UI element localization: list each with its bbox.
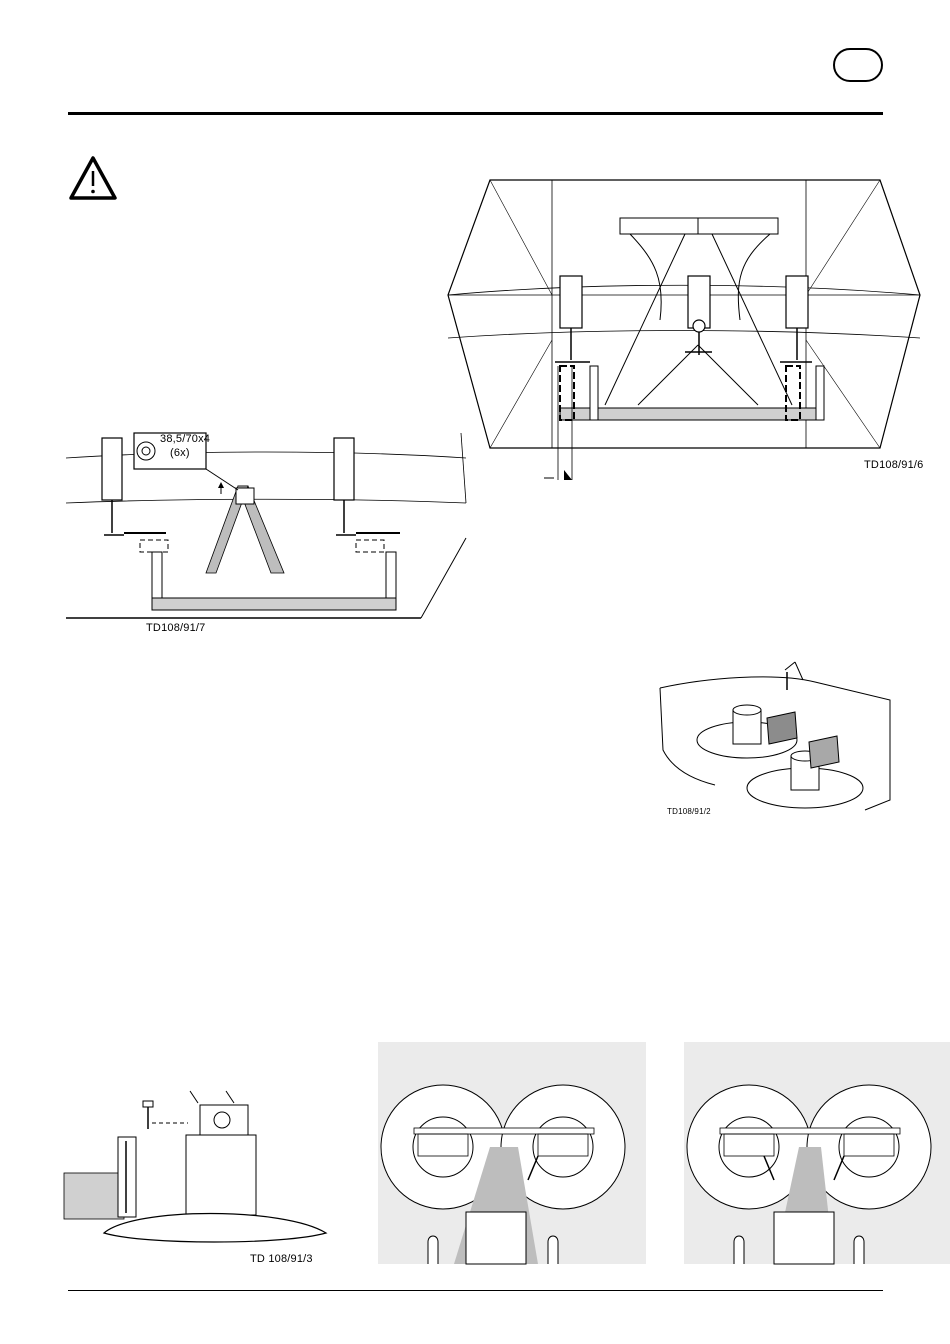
- footer-rule: [68, 1290, 883, 1291]
- warning-triangle-icon: [68, 155, 118, 201]
- disc-pair-b-figure: [684, 1042, 950, 1264]
- hitch-detail-label: TD108/91/7: [146, 622, 206, 634]
- disc-side-drawing: [64, 1085, 344, 1253]
- callout-qty-text: (6x): [170, 447, 190, 459]
- disc-perspective-drawing: [655, 660, 890, 820]
- front-view-drawing: [440, 170, 920, 490]
- header-rule: [68, 112, 883, 115]
- disc-side-label: TD 108/91/3: [250, 1253, 313, 1265]
- front-view-label: TD108/91/6: [864, 459, 924, 471]
- disc-pair-a-drawing: [378, 1042, 646, 1264]
- disc-pair-b-drawing: [684, 1042, 950, 1264]
- hitch-detail-drawing: [66, 428, 466, 623]
- callout-size-text: 38,5/70x4: [160, 433, 211, 445]
- disc-perspective-label: TD108/91/2: [667, 807, 711, 816]
- hitch-detail-figure: [66, 428, 466, 638]
- disc-side-figure: [64, 1085, 344, 1270]
- front-view-figure: [440, 170, 924, 490]
- disc-pair-a-figure: [378, 1042, 646, 1264]
- language-badge: [833, 48, 883, 82]
- disc-perspective-figure: [655, 660, 890, 830]
- washer-icon: [137, 442, 155, 460]
